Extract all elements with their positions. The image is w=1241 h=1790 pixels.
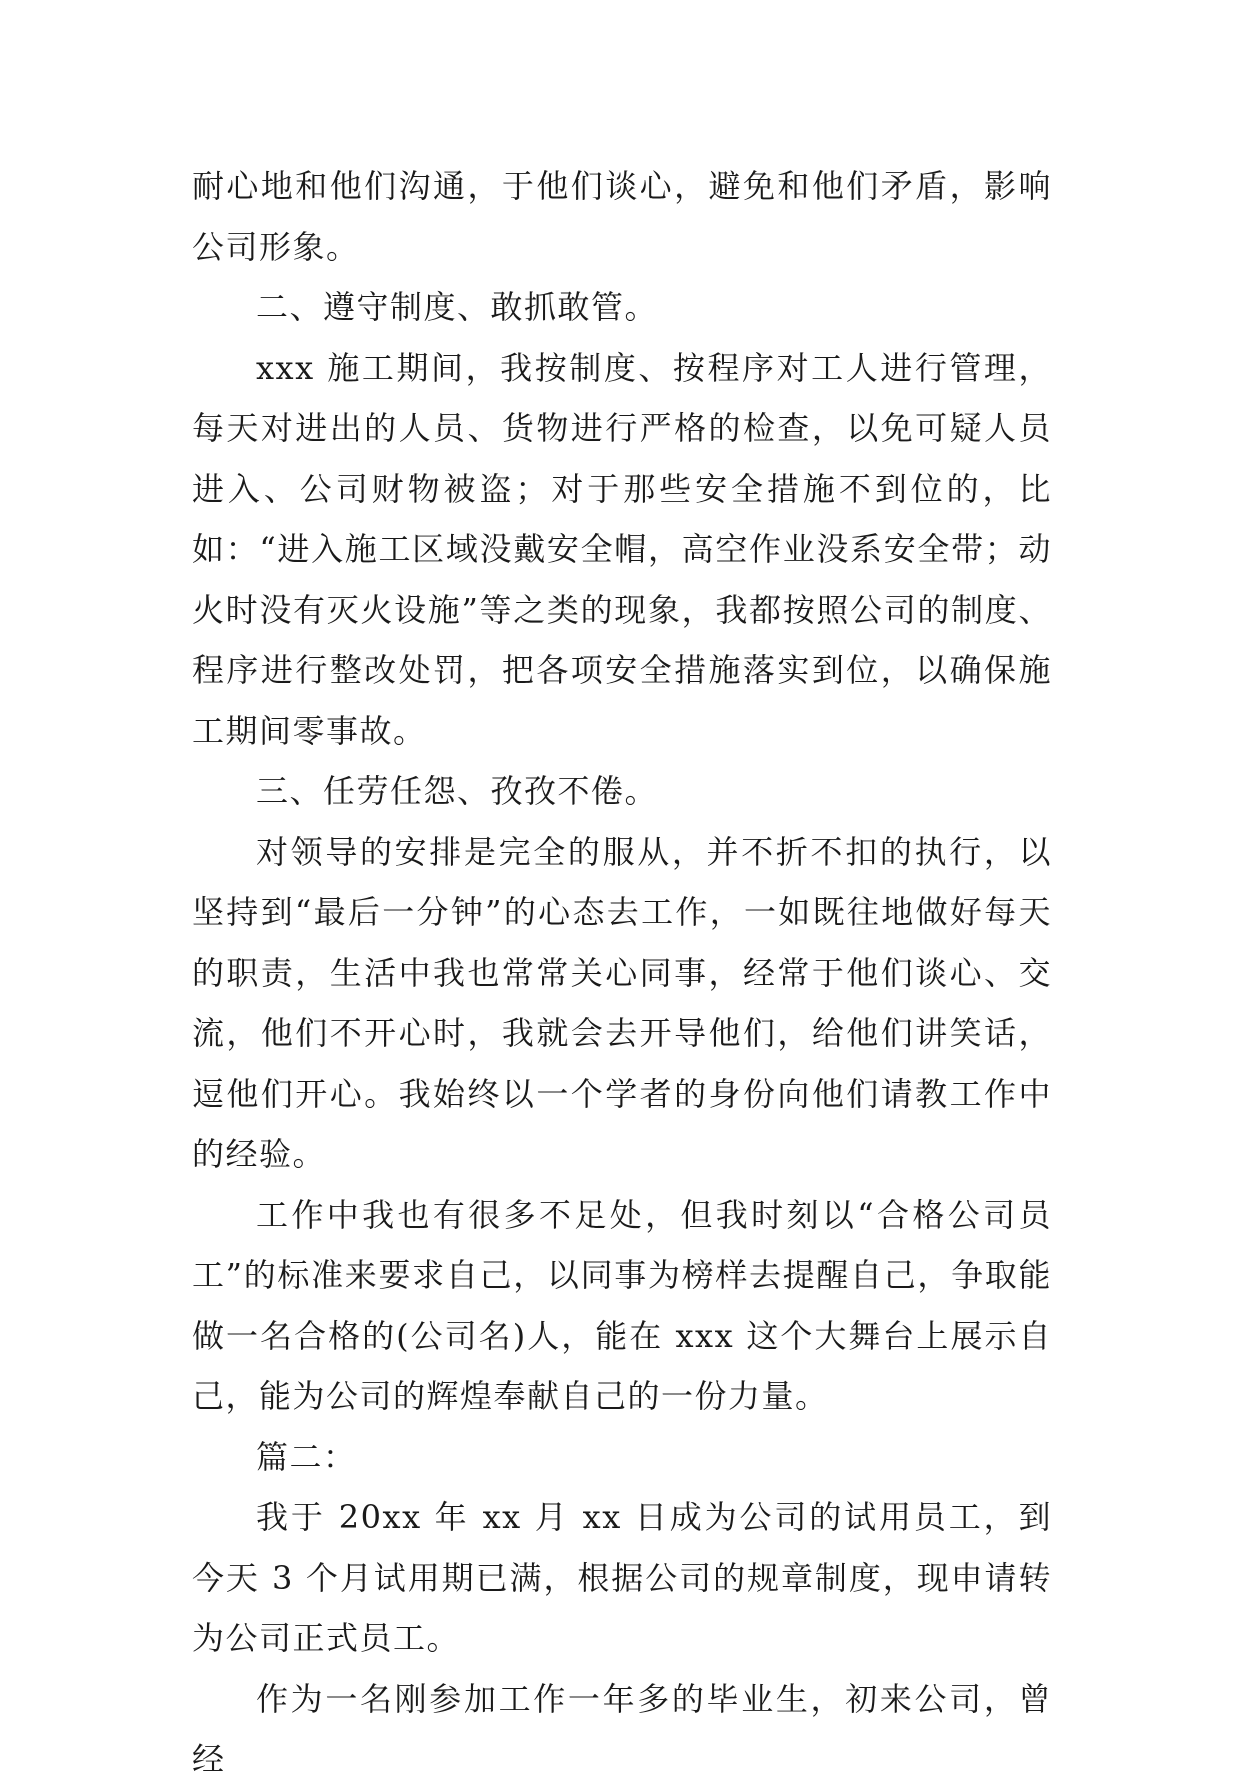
document-body [192,156,1052,1790]
section-heading-two: 二、遵守制度、敢抓敢管。 [256,288,659,326]
paragraph-shortcomings: 工作中我也有很多不足处，但我时刻以“合格公司员工”的标准来要求自己，以同事为榜样去提醒自己，争取能做一名合格的(公司名)人，能在 xxx 这个大舞台上展示自己，能为公司的辉煌奉献自己的一份力量。 [192,1195,1052,1415]
paragraph-graduate: 作为一名刚参加工作一年多的毕业生，初来公司，曾经 [192,1679,1052,1778]
section-heading-three: 三、任劳任怨、孜孜不倦。 [256,772,659,810]
part-heading-two: 篇二： [256,1437,357,1476]
paragraph-probation: 我于 20xx 年 xx 月 xx 日成为公司的试用员工，到今天 3 个月试用期已满，根据公司的规章制度，现申请转为公司正式员工。 [192,1498,1052,1657]
paragraph-obey-leadership: 对领导的安排是完全的服从，并不折不扣的执行，以坚持到“最后一分钟”的心态去工作，一如既往地做好每天的职责，生活中我也常常关心同事，经常于他们谈心、交流，他们不开心时，我就会去开导他们，给他们讲笑话，逗他们开心。我始终以一个学者的身份向他们请教工作中的经验。 [192,832,1052,1173]
paragraph-construction-management: xxx 施工期间，我按制度、按程序对工人进行管理，每天对进出的人员、货物进行严格的检查，以免可疑人员进入、公司财物被盗；对于那些安全措施不到位的，比如：“进入施工区域没戴安全帽，高空作业没系安全带；动火时没有灭火设施”等之类的现象，我都按照公司的制度、程序进行整改处罚，把各项安全措施落实到位，以确保施工期间零事故。 [192,348,1052,750]
paragraph-continued: 耐心地和他们沟通，于他们谈心，避免和他们矛盾，影响公司形象。 [192,167,1052,266]
